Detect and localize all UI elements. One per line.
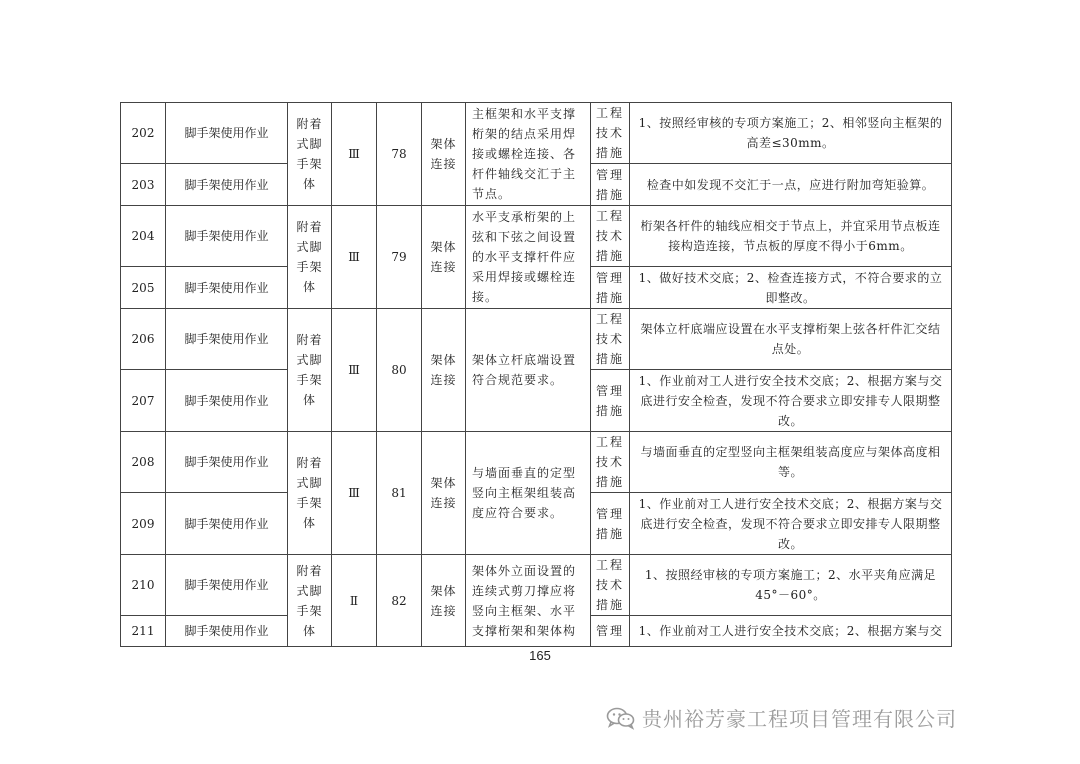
watermark-text: 贵州裕芳豪工程项目管理有限公司 <box>642 707 957 731</box>
task-name: 脚手架使用作业 <box>166 103 288 164</box>
row-number: 206 <box>121 309 166 370</box>
risk-level: Ⅲ <box>332 103 377 206</box>
row-number: 208 <box>121 432 166 493</box>
row-number: 209 <box>121 493 166 555</box>
item-number: 81 <box>377 432 422 555</box>
risk-level: Ⅲ <box>332 309 377 432</box>
structure-type: 附着式脚手架体 <box>288 555 332 647</box>
measure-type: 管理措施 <box>591 370 630 432</box>
measure-content: 1、作业前对工人进行安全技术交底；2、根据方案与交 <box>630 616 952 647</box>
hazard-table <box>120 102 952 647</box>
measure-type: 管理 <box>591 616 630 647</box>
hazard-description: 架体立杆底端设置符合规范要求。 <box>466 309 591 432</box>
measure-content: 架体立杆底端应设置在水平支撑桁架上弦各杆件汇交结点处。 <box>630 309 952 370</box>
item-number: 79 <box>377 206 422 309</box>
task-name: 脚手架使用作业 <box>166 206 288 267</box>
measure-type: 工程技术措施 <box>591 103 630 164</box>
measure-content: 与墙面垂直的定型竖向主框架组装高度应与架体高度相等。 <box>630 432 952 493</box>
structure-type: 附着式脚手架体 <box>288 309 332 432</box>
hazard-part: 架体连接 <box>422 309 466 432</box>
measure-content: 检查中如发现不交汇于一点，应进行附加弯矩验算。 <box>630 164 952 206</box>
measure-content: 1、作业前对工人进行安全技术交底；2、根据方案与交底进行安全检查，发现不符合要求立即安排专人限期整改。 <box>630 370 952 432</box>
row-number: 202 <box>121 103 166 164</box>
hazard-description: 水平支承桁架的上弦和下弦之间设置的水平支撑杆件应采用焊接或螺栓连接。 <box>466 206 591 309</box>
page-number: 165 <box>529 648 551 663</box>
task-name: 脚手架使用作业 <box>166 164 288 206</box>
item-number: 78 <box>377 103 422 206</box>
hazard-description: 架体外立面设置的连续式剪刀撑应将竖向主框架、水平支撑桁架和架体构 <box>466 555 591 647</box>
row-number: 207 <box>121 370 166 432</box>
risk-level: Ⅲ <box>332 432 377 555</box>
measure-type: 管理措施 <box>591 164 630 206</box>
structure-type: 附着式脚手架体 <box>288 432 332 555</box>
measure-content: 桁架各杆件的轴线应相交于节点上，并宜采用节点板连接构造连接，节点板的厚度不得小于6mm。 <box>630 206 952 267</box>
task-name: 脚手架使用作业 <box>166 370 288 432</box>
measure-type: 工程技术措施 <box>591 555 630 616</box>
hazard-part: 架体连接 <box>422 555 466 647</box>
hazard-description: 主框架和水平支撑桁架的结点采用焊接或螺栓连接、各杆件轴线交汇于主节点。 <box>466 103 591 206</box>
measure-content: 1、作业前对工人进行安全技术交底；2、根据方案与交底进行安全检查，发现不符合要求立即安排专人限期整改。 <box>630 493 952 555</box>
task-name: 脚手架使用作业 <box>166 267 288 309</box>
hazard-part: 架体连接 <box>422 432 466 555</box>
measure-type: 管理措施 <box>591 493 630 555</box>
risk-level: Ⅲ <box>332 206 377 309</box>
measure-type: 管理措施 <box>591 267 630 309</box>
item-number: 80 <box>377 309 422 432</box>
hazard-part: 架体连接 <box>422 103 466 206</box>
risk-level: Ⅱ <box>332 555 377 647</box>
hazard-description: 与墙面垂直的定型竖向主框架组装高度应符合要求。 <box>466 432 591 555</box>
measure-type: 工程技术措施 <box>591 309 630 370</box>
structure-type: 附着式脚手架体 <box>288 206 332 309</box>
measure-type: 工程技术措施 <box>591 432 630 493</box>
task-name: 脚手架使用作业 <box>166 493 288 555</box>
measure-content: 1、做好技术交底；2、检查连接方式，不符合要求的立即整改。 <box>630 267 952 309</box>
measure-type: 工程技术措施 <box>591 206 630 267</box>
measure-content: 1、按照经审核的专项方案施工；2、相邻竖向主框架的高差≤30mm。 <box>630 103 952 164</box>
task-name: 脚手架使用作业 <box>166 309 288 370</box>
row-number: 210 <box>121 555 166 616</box>
row-number: 205 <box>121 267 166 309</box>
row-number: 203 <box>121 164 166 206</box>
wechat-icon <box>606 706 636 730</box>
task-name: 脚手架使用作业 <box>166 432 288 493</box>
structure-type: 附着式脚手架体 <box>288 103 332 206</box>
hazard-part: 架体连接 <box>422 206 466 309</box>
item-number: 82 <box>377 555 422 647</box>
row-number: 211 <box>121 616 166 647</box>
task-name: 脚手架使用作业 <box>166 555 288 616</box>
task-name: 脚手架使用作业 <box>166 616 288 647</box>
watermark <box>606 703 957 732</box>
row-number: 204 <box>121 206 166 267</box>
measure-content: 1、按照经审核的专项方案施工；2、水平夹角应满足45°－60°。 <box>630 555 952 616</box>
